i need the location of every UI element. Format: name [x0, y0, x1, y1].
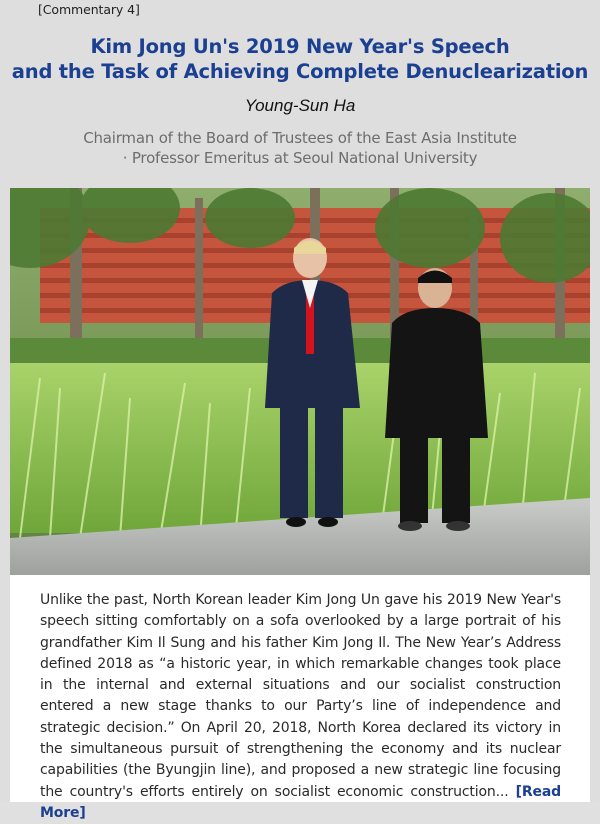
commentary-tag: [Commentary 4]	[38, 2, 140, 17]
article-photo[interactable]	[10, 188, 590, 575]
affiliation-line-1: Chairman of the Board of Trustees of the East Asia Institute	[83, 129, 517, 147]
author-name: Young-Sun Ha	[244, 96, 356, 115]
article-body	[40, 590, 561, 824]
author-affiliation	[10, 128, 590, 168]
read-more-link[interactable]: [Read More]	[40, 783, 561, 821]
affiliation-line-2: · Professor Emeritus at Seoul National University	[122, 149, 478, 167]
article-body-text: Unlike the past, North Korean leader Kim Jong Un gave his 2019 New Year's speech sitting comfortably on a sofa overlooked by a large portrait of his grandfather Kim Il Sung and his father Kim Jong Il. The New Year’s Address defined 2018 as “a historic year, in which remarkable changes took place in the internal and external situations and our socialist construction entered a new stage thanks to our Party’s line of independence and strategic decision.” On April 20, 2018, North Korea declared its victory in the simultaneous pursuit of strengthening the economy and its nuclear capabilities (the Byungjin line), and proposed a new strategic line focusing the country's efforts entirely on socialist economic construction...	[40, 592, 561, 800]
photo-illustration	[10, 188, 590, 575]
title-line-2: and the Task of Achieving Complete Denuclearization	[11, 60, 589, 83]
article-title[interactable]	[10, 34, 590, 84]
article-summary	[10, 575, 590, 821]
title-line-1: Kim Jong Un's 2019 New Year's Speech	[90, 35, 510, 58]
